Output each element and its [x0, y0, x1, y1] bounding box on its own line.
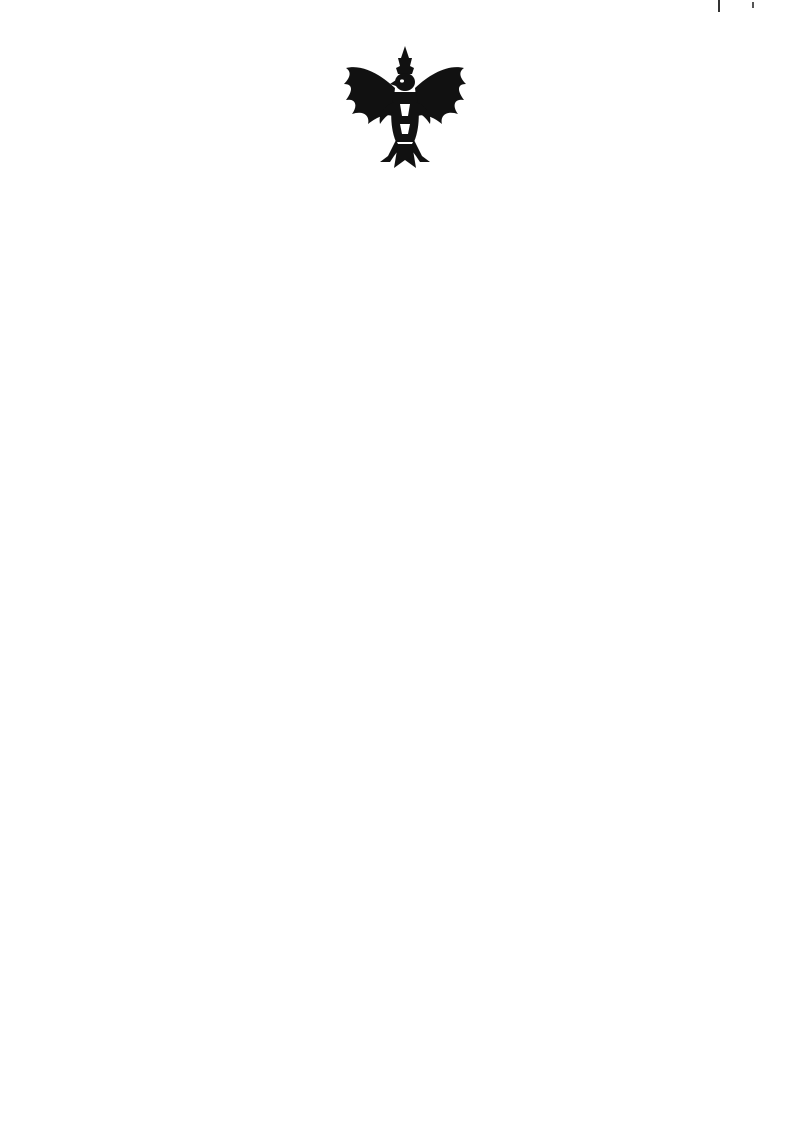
garuda-emblem-icon — [340, 44, 470, 172]
scan-mark — [718, 0, 720, 12]
scan-mark — [752, 2, 754, 8]
